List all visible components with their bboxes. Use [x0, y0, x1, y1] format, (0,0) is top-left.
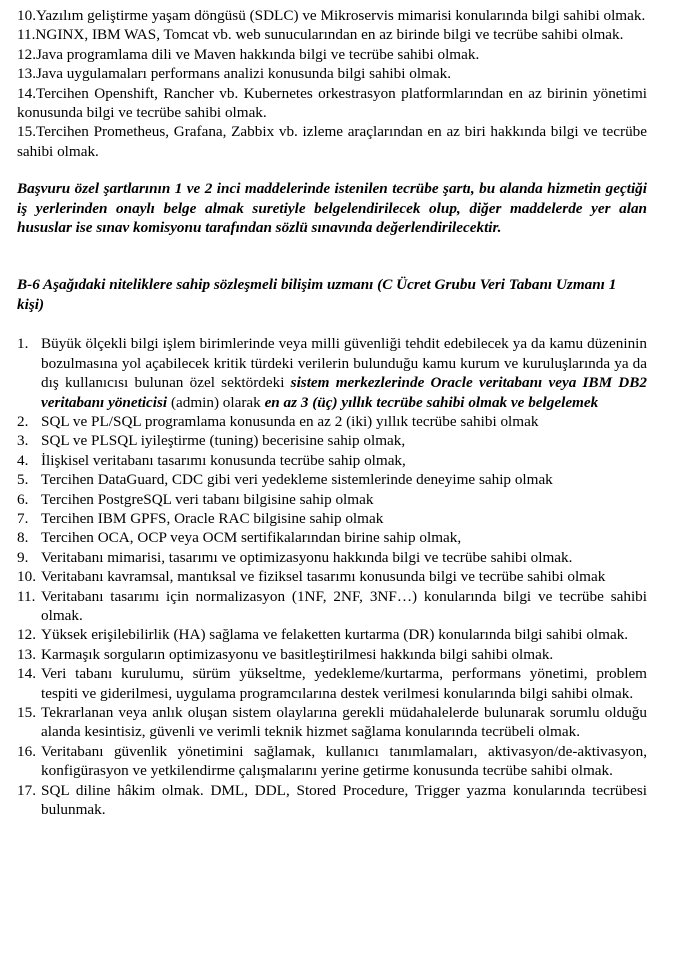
top-item-15: 15.Tercihen Prometheus, Grafana, Zabbix vb. izleme araçlarından en az biri hakkında bilgi ve tecrübe sahibi olmak.	[17, 123, 647, 160]
list-item	[17, 451, 647, 470]
item-text: Tercihen PostgreSQL veri tabanı bilgisine sahip olmak	[41, 490, 374, 508]
list-item	[17, 587, 647, 626]
item-number: 3.	[17, 432, 29, 450]
list-item	[17, 490, 647, 509]
item-text: Veritabanı tasarımı için normalizasyon (1NF, 2NF, 3NF…) konularında bilgi ve tecrübe sahibi olmak.	[41, 587, 647, 624]
item-number: 12.	[17, 626, 36, 644]
item-text: Veri tabanı kurulumu, sürüm yükseltme, yedekleme/kurtarma, performans yönetimi, problem tespiti ve giderilmesi, uygulama programcılarına destek verilmesi konularında bilgi sahibi olmak.	[41, 665, 647, 702]
list-item	[17, 412, 647, 431]
list-item	[17, 703, 647, 742]
list-item	[17, 664, 647, 703]
item-number: 8.	[17, 529, 29, 547]
list-item	[17, 645, 647, 664]
item-number: 1.	[17, 335, 29, 353]
item-text: Tekrarlanan veya anlık oluşan sistem olaylarına gerekli müdahalelerde bulunarak sorumlu olduğu alanda kesintisiz, güvenli ve verimli teknik hizmet sağlama konularında tecrübeli olmak.	[41, 704, 647, 741]
top-item-13: 13.Java uygulamaları performans analizi konusunda bilgi sahibi olmak.	[17, 65, 452, 83]
top-requirements	[17, 6, 647, 161]
item-text: Yüksek erişilebilirlik (HA) sağlama ve felaketten kurtarma (DR) konularında bilgi sahibi olmak.	[41, 626, 629, 644]
item-text-part: (admin) olarak	[167, 393, 265, 411]
top-item-14: 14.Tercihen Openshift, Rancher vb. Kubernetes orkestrasyon platformlarından en az birinin yönetimi konusunda bilgi ve tecrübe sahibi olmak.	[17, 84, 647, 122]
item-number: 9.	[17, 548, 29, 566]
item-number: 10.	[17, 568, 36, 586]
document-page	[17, 6, 647, 819]
item-text: SQL ve PLSQL iyileştirme (tuning) becerisine sahip olmak,	[41, 432, 406, 450]
top-item-11: 11.NGINX, IBM WAS, Tomcat vb. web sunucularından en az birinde bilgi ve tecrübe sahibi olmak.	[17, 26, 624, 44]
item-text: SQL diline hâkim olmak. DML, DDL, Stored Procedure, Trigger yazma konularında tecrübesi bulunmak.	[41, 781, 647, 819]
item-text: İlişkisel veritabanı tasarımı konusunda tecrübe sahip olmak,	[41, 451, 406, 469]
list-item	[17, 742, 647, 781]
item-number: 14.	[17, 665, 36, 683]
list-item	[17, 470, 647, 489]
item-number: 7.	[17, 509, 29, 527]
item-number: 13.	[17, 645, 36, 663]
section-title: B-6 Aşağıdaki niteliklere sahip sözleşmeli bilişim uzmanı (C Ücret Grubu Veri Tabanı Uzmanı 1 kişi)	[17, 276, 617, 313]
top-item-10: 10.Yazılım geliştirme yaşam döngüsü (SDLC) ve Mikroservis mimarisi konularında bilgi sahibi olmak.	[17, 7, 646, 24]
item-text: Tercihen OCA, OCP veya OCM sertifikalarından birine sahip olmak,	[41, 529, 462, 547]
item-number: 17.	[17, 781, 36, 799]
item-text-emphasis: sistem merkezlerinde Oracle veritabanı veya IBM DB2 veritabanı yöneticisi	[41, 374, 647, 411]
list-item	[17, 625, 647, 644]
list-item	[17, 567, 647, 586]
requirements-list	[17, 334, 647, 819]
list-item	[17, 781, 647, 820]
list-item	[17, 509, 647, 528]
item-number: 6.	[17, 490, 29, 508]
top-item-12: 12.Java programlama dili ve Maven hakkında bilgi ve tecrübe sahibi olmak.	[17, 45, 480, 63]
list-item	[17, 431, 647, 450]
list-item	[17, 334, 647, 412]
item-number: 16.	[17, 742, 36, 760]
list-item	[17, 548, 647, 567]
item-text: Tercihen IBM GPFS, Oracle RAC bilgisine sahip olmak	[41, 509, 384, 527]
item-text: Karmaşık sorguların optimizasyonu ve basitleştirilmesi hakkında bilgi sahibi olmak.	[41, 645, 554, 663]
list-item	[17, 528, 647, 547]
item-text	[41, 334, 647, 412]
experience-note: Başvuru özel şartlarının 1 ve 2 inci maddelerinde istenilen tecrübe şartı, bu alanda hizmetin geçtiği iş yerlerinden onaylı belge almak suretiyle belgelendirilecek olup, diğer maddelerde yer alan hususlar ise sınav komisyonu tarafından sözlü sınavında değerlendirilecektir.	[17, 180, 647, 237]
item-text-part: Büyük ölçekli bilgi işlem birimlerinde veya milli güvenliği tehdit edebilecek ya da kamu düzeninin bozulmasına yol açabilecek kritik türdeki verilerin bulunduğu kamu kurum ve kuruluşlarında ya da dış kullanıcısı bulunan özel sektördeki	[41, 335, 647, 392]
item-number: 4.	[17, 451, 29, 469]
item-text: Veritabanı güvenlik yönetimini sağlamak, kullanıcı tanımlamaları, aktivasyon/de-aktivasyon, konfigürasyon ve yetkilendirme çalışmalarını yerine getirme konusunda tecrübe sahibi olmak.	[41, 742, 647, 780]
item-number: 5.	[17, 471, 29, 489]
item-text: Veritabanı kavramsal, mantıksal ve fiziksel tasarımı konusunda bilgi ve tecrübe sahibi olmak	[41, 568, 606, 586]
item-number: 11.	[17, 587, 36, 605]
item-text: Veritabanı mimarisi, tasarımı ve optimizasyonu hakkında bilgi ve tecrübe sahibi olmak.	[41, 548, 573, 566]
item-text: SQL ve PL/SQL programlama konusunda en az 2 (iki) yıllık tecrübe sahibi olmak	[41, 412, 539, 430]
item-number: 15.	[17, 704, 36, 721]
item-text: Tercihen DataGuard, CDC gibi veri yedekleme sistemlerinde deneyime sahip olmak	[41, 471, 553, 489]
item-number: 2.	[17, 412, 29, 430]
item-text-emphasis: en az 3 (üç) yıllık tecrübe sahibi olmak ve belgelemek	[264, 393, 599, 411]
